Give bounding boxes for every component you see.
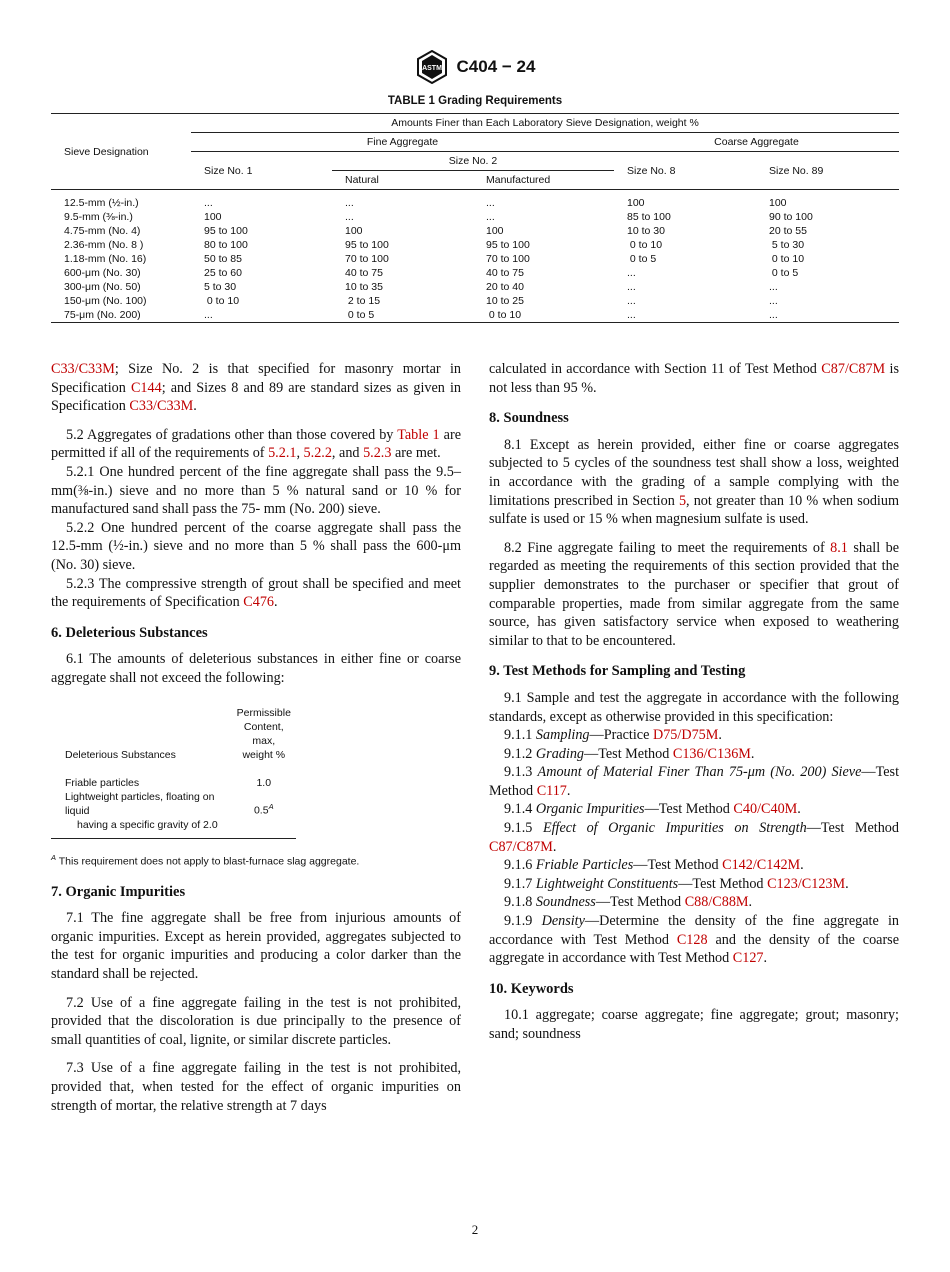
cell: 10 to 30 bbox=[627, 225, 665, 237]
xref-c40[interactable]: C40/C40M bbox=[733, 801, 798, 818]
cell: 25 to 60 bbox=[204, 267, 242, 279]
list-item bbox=[489, 893, 899, 912]
header-size8: Size No. 8 bbox=[627, 164, 676, 177]
list-item bbox=[489, 800, 899, 819]
list-item bbox=[489, 875, 899, 894]
right-column bbox=[489, 360, 899, 1044]
list-item bbox=[489, 745, 899, 764]
cell: ... bbox=[204, 197, 213, 209]
cell: 0 to 10 bbox=[627, 239, 663, 251]
cell: 600-μm (No. 30) bbox=[64, 267, 141, 279]
xref-c88[interactable]: C88/C88M bbox=[684, 894, 749, 911]
list-item bbox=[489, 763, 899, 800]
test-method-list bbox=[489, 726, 899, 968]
cell: 0 to 5 bbox=[769, 267, 799, 279]
xref-c127[interactable]: C127 bbox=[732, 950, 764, 967]
text: Density bbox=[541, 913, 585, 930]
document-header bbox=[0, 50, 950, 84]
cell: ... bbox=[204, 309, 213, 321]
deleterious-table bbox=[51, 706, 296, 832]
table-row bbox=[51, 210, 899, 224]
xref-table-1[interactable]: Table 1 bbox=[397, 426, 440, 443]
cell: 80 to 100 bbox=[204, 239, 248, 251]
xref-c117[interactable]: C117 bbox=[536, 782, 567, 799]
text: shall be regarded as meeting the requirements of this section provided that the supplier demonstrates to the purchaser or specifier that grout of comparable properties, made from similar aggregate from the same source, has given satisfactory service when exposed to weathering similar to that to be encountered. bbox=[489, 539, 899, 649]
cell: 70 to 100 bbox=[345, 253, 389, 265]
cell: 300-μm (No. 50) bbox=[64, 281, 141, 293]
cell: ... bbox=[627, 295, 636, 307]
cell: 95 to 100 bbox=[345, 239, 389, 251]
cell: ... bbox=[345, 211, 354, 223]
cell: ... bbox=[627, 281, 636, 293]
del-header-content bbox=[232, 706, 296, 762]
cell: 150-μm (No. 100) bbox=[64, 295, 147, 307]
text: Organic Impurities bbox=[535, 801, 645, 818]
paragraph-5-2-2: 5.2.2 One hundred percent of the coarse aggregate shall pass the 12.5-mm (½-in.) sieve and no more than 5 % shall pass the 600-μm (No. 30) sieve. bbox=[51, 519, 461, 573]
text: 9.1.6 bbox=[504, 857, 536, 874]
text: —Practice bbox=[589, 727, 653, 744]
text: . bbox=[748, 894, 753, 911]
text: 5.2.3 The compressive strength of grout shall be specified and meet the requirements of Specification bbox=[51, 575, 461, 611]
text: —Test Method bbox=[644, 801, 734, 818]
text: ; and Sizes 8 and 89 are standard sizes as given in Specification bbox=[51, 379, 461, 415]
text: . bbox=[193, 398, 197, 415]
cell: 70 to 100 bbox=[486, 253, 530, 265]
text: . bbox=[800, 857, 804, 874]
section-8-heading: 8. Soundness bbox=[489, 410, 569, 427]
text: 9.1.9 bbox=[504, 913, 542, 930]
text: . bbox=[845, 875, 849, 892]
cell: 100 bbox=[769, 197, 787, 209]
text: 9.1.5 bbox=[504, 820, 543, 837]
xref-c142[interactable]: C142/C142M bbox=[722, 857, 801, 874]
cell: ... bbox=[769, 281, 778, 293]
xref-d75[interactable]: D75/D75M bbox=[652, 727, 719, 744]
cell: 4.75-mm (No. 4) bbox=[64, 225, 141, 237]
text: . bbox=[552, 838, 557, 855]
section-10-heading: 10. Keywords bbox=[489, 980, 574, 997]
header-sieve: Sieve Designation bbox=[64, 145, 149, 158]
text: 8.2 Fine aggregate failing to meet the requirements of bbox=[504, 539, 831, 556]
text: Content, max, bbox=[243, 720, 284, 747]
header-fine: Fine Aggregate bbox=[191, 133, 614, 152]
svg-text:ASTM: ASTM bbox=[421, 65, 442, 72]
cell: 20 to 55 bbox=[769, 225, 807, 237]
table-footnote bbox=[51, 849, 461, 871]
text: , bbox=[296, 445, 304, 462]
xref-8-1[interactable]: 8.1 bbox=[830, 539, 848, 556]
table-row bbox=[51, 252, 899, 266]
cell: 10 to 25 bbox=[486, 295, 524, 307]
text: 9.1.4 bbox=[504, 801, 536, 818]
paragraph-7-2: 7.2 Use of a fine aggregate failing in the test is not prohibited, provided that the discoloration is due principally to the presence of small quantities of coal, lignite, or similar discrete particles. bbox=[51, 994, 461, 1048]
paragraph-5-2-1: 5.2.1 One hundred percent of the fine aggregate shall pass the 9.5–mm(⅜-in.) sieve and no more than 5 % natural sand or 10 % for manufactured sand shall pass the 75- mm (No. 200) sieve. bbox=[51, 463, 461, 518]
text: . bbox=[763, 950, 768, 967]
table-row bbox=[51, 266, 899, 280]
text: . bbox=[797, 801, 801, 818]
text: —Test Method bbox=[633, 857, 723, 874]
text: 9.1.7 bbox=[504, 875, 536, 892]
text: 9.1.3 bbox=[504, 764, 538, 781]
xref-c33[interactable]: C33/C33M bbox=[129, 398, 194, 415]
del-row-value bbox=[232, 790, 296, 818]
footnote-mark: A bbox=[268, 802, 274, 811]
text: . bbox=[750, 745, 755, 762]
cell: 0 to 5 bbox=[627, 253, 657, 265]
table-row bbox=[51, 294, 899, 308]
text: 9.1.1 bbox=[504, 727, 536, 744]
header-natural: Natural bbox=[345, 174, 379, 186]
text: —Test Method bbox=[595, 894, 685, 911]
xref-c136[interactable]: C136/C136M bbox=[672, 745, 751, 762]
cell: 1.18-mm (No. 16) bbox=[64, 253, 147, 265]
xref-section-5[interactable]: 5 bbox=[678, 492, 687, 509]
text: weight % bbox=[242, 748, 286, 761]
table-row bbox=[51, 280, 899, 294]
xref-5-2-2[interactable]: 5.2.2 bbox=[303, 445, 332, 462]
section-9-heading: 9. Test Methods for Sampling and Testing bbox=[489, 663, 746, 680]
cell: 2 to 15 bbox=[345, 295, 381, 307]
cell: 0 to 5 bbox=[345, 309, 375, 321]
text: —Determine the density of the fine aggregate in accordance with Test Method bbox=[489, 913, 900, 948]
footnote-mark: A bbox=[51, 852, 57, 862]
text: 5.2 Aggregates of gradations other than those covered by bbox=[66, 426, 398, 443]
header-coarse: Coarse Aggregate bbox=[614, 133, 899, 152]
cell: 100 bbox=[345, 225, 363, 237]
text: is not less than 95 %. bbox=[489, 361, 899, 396]
cell: 2.36-mm (No. 8 ) bbox=[64, 239, 144, 251]
cell: 0 to 10 bbox=[486, 309, 522, 321]
cell: 100 bbox=[486, 225, 504, 237]
text: . bbox=[274, 594, 278, 611]
paragraph-9-1: 9.1 Sample and test the aggregate in accordance with the following standards, except as otherwise provided in this specification: bbox=[489, 689, 899, 725]
xref-c128[interactable]: C128 bbox=[676, 931, 708, 948]
spacer bbox=[232, 818, 296, 832]
text: —Test Method bbox=[678, 875, 768, 892]
header-size1: Size No. 1 bbox=[204, 164, 253, 177]
text: —Test Method bbox=[584, 745, 673, 762]
designation-code: C404 − 24 bbox=[456, 57, 536, 76]
paragraph-7-3-continued bbox=[489, 360, 899, 397]
text: Lightweight Constituents bbox=[535, 875, 679, 892]
cell: ... bbox=[769, 309, 778, 321]
cell: 100 bbox=[627, 197, 645, 209]
list-item bbox=[489, 912, 899, 968]
header-amounts: Amounts Finer than Each Laboratory Sieve Designation, weight % bbox=[191, 114, 899, 133]
cell: 100 bbox=[204, 211, 222, 223]
text: . bbox=[566, 782, 571, 799]
section-6-heading: 6. Deleterious Substances bbox=[51, 624, 208, 641]
paragraph-8-2 bbox=[489, 539, 899, 651]
cell: 20 to 40 bbox=[486, 281, 524, 293]
cell: 9.5-mm (⅜-in.) bbox=[64, 211, 133, 223]
del-header-substances: Deleterious Substances bbox=[65, 748, 176, 761]
table-row bbox=[51, 224, 899, 238]
cell: 5 to 30 bbox=[204, 281, 237, 293]
xref-5-2-1[interactable]: 5.2.1 bbox=[268, 445, 297, 462]
list-item bbox=[489, 819, 899, 856]
del-row-name: Lightweight particles, floating on liquid bbox=[65, 790, 215, 817]
text: ; Size No. 2 is that specified for masonry mortar in Specification bbox=[51, 361, 461, 396]
text: Permissible bbox=[236, 706, 291, 719]
spacer bbox=[51, 762, 232, 776]
cell: ... bbox=[769, 295, 778, 307]
xref-c144[interactable]: C144 bbox=[130, 379, 162, 396]
cell: ... bbox=[486, 211, 495, 223]
text: —Test Method bbox=[806, 820, 899, 837]
table-rule bbox=[51, 838, 296, 839]
xref-c87[interactable]: C87/C87M bbox=[821, 361, 886, 377]
text: are permitted if all of the requirements of bbox=[51, 426, 461, 462]
page-number: 2 bbox=[471, 1222, 479, 1237]
paragraph-7-3: 7.3 Use of a fine aggregate failing in the test is not prohibited, provided that, when tested for the effect of organic impurities on strength of mortar, the relative strength at 7 days bbox=[51, 1060, 461, 1114]
cell: 75-μm (No. 200) bbox=[64, 309, 141, 321]
text: Friable Particles bbox=[535, 857, 634, 874]
text: , not greater than 10 % when sodium sulfate is used or 15 % when magnesium sulfate is used. bbox=[489, 492, 899, 528]
cell: ... bbox=[486, 197, 495, 209]
cell: 40 to 75 bbox=[486, 267, 524, 279]
header-manufactured: Manufactured bbox=[486, 174, 551, 186]
text: Grading bbox=[535, 745, 585, 762]
text: Effect of Organic Impurities on Strength bbox=[542, 820, 807, 837]
xref-c33[interactable]: C33/C33M bbox=[51, 361, 115, 377]
xref-c87[interactable]: C87/C87M bbox=[489, 838, 553, 855]
paragraph-7-1: 7.1 The fine aggregate shall be free from injurious amounts of organic impurities. Except as herein provided, aggregates subjected to the test for organic impurities and producing a color darker than the standard shall be rejected. bbox=[51, 910, 461, 982]
cell: 85 to 100 bbox=[627, 211, 671, 223]
cell: ... bbox=[345, 197, 354, 209]
table-title: TABLE 1 Grading Requirements bbox=[387, 95, 563, 107]
list-item bbox=[489, 726, 899, 745]
paragraph-10-1: 10.1 aggregate; coarse aggregate; fine aggregate; grout; masonry; sand; soundness bbox=[489, 1007, 899, 1042]
cell: 95 to 100 bbox=[204, 225, 248, 237]
xref-c476[interactable]: C476 bbox=[243, 594, 275, 611]
text: —Test Method bbox=[489, 764, 900, 799]
header-size2: Size No. 2 bbox=[332, 152, 614, 171]
table-row bbox=[51, 238, 899, 252]
text: , and bbox=[331, 445, 364, 462]
text: calculated in accordance with Section 11 of Test Method bbox=[489, 361, 822, 377]
cell: 0 to 10 bbox=[204, 295, 240, 307]
text: 9.1.2 bbox=[504, 745, 536, 762]
grading-table bbox=[51, 113, 899, 323]
cell: 0 to 10 bbox=[769, 253, 805, 265]
astm-logo-icon bbox=[415, 50, 449, 84]
paragraph-6-1: 6.1 The amounts of deleterious substances in either fine or coarse aggregate shall not exceed the following: bbox=[51, 651, 461, 686]
text: 8.1 Except as herein provided, either fine or coarse aggregates subjected to 5 cycles of the soundness test shall show a loss, weighted in accordance with the grading of a sample complying with the limitations prescribed in Section bbox=[489, 436, 899, 509]
cell: 95 to 100 bbox=[486, 239, 530, 251]
list-item bbox=[489, 856, 899, 875]
cell: 90 to 100 bbox=[769, 211, 813, 223]
section-7-heading: 7. Organic Impurities bbox=[51, 883, 186, 900]
cell: 10 to 35 bbox=[345, 281, 383, 293]
text: Soundness bbox=[535, 894, 596, 911]
cell: 5 to 30 bbox=[769, 239, 805, 251]
cell: 40 to 75 bbox=[345, 267, 383, 279]
text: are met. bbox=[391, 445, 441, 462]
paragraph-8-1 bbox=[489, 436, 899, 529]
paragraph-5-1-continued bbox=[51, 360, 461, 416]
del-row-name-cont: having a specific gravity of 2.0 bbox=[77, 818, 218, 831]
text: This requirement does not apply to blast-furnace slag aggregate. bbox=[56, 855, 360, 867]
header-size89: Size No. 89 bbox=[769, 164, 824, 177]
paragraph-5-2-3 bbox=[51, 575, 461, 612]
spacer bbox=[232, 762, 296, 776]
text: Sampling bbox=[535, 727, 590, 744]
text: . bbox=[718, 727, 722, 744]
cell: ... bbox=[627, 309, 636, 321]
table-row bbox=[51, 190, 899, 211]
del-row-name: Friable particles bbox=[65, 776, 140, 789]
del-row-value: 1.0 bbox=[256, 776, 272, 789]
xref-c123[interactable]: C123/C123M bbox=[767, 875, 846, 892]
text: 0.5 bbox=[253, 804, 269, 817]
paragraph-5-2 bbox=[51, 426, 461, 463]
cell: 50 to 85 bbox=[204, 253, 242, 265]
text: Amount of Material Finer Than 75-μm (No. 200) Sieve bbox=[537, 764, 862, 781]
cell: 12.5-mm (½-in.) bbox=[64, 197, 139, 209]
cell: ... bbox=[627, 267, 636, 279]
xref-5-2-3[interactable]: 5.2.3 bbox=[363, 445, 392, 462]
text: and the density of the coarse aggregate in accordance with Test Method bbox=[489, 931, 900, 967]
left-column bbox=[51, 360, 461, 1115]
text: 9.1.8 bbox=[504, 894, 536, 911]
table-row bbox=[51, 308, 899, 323]
